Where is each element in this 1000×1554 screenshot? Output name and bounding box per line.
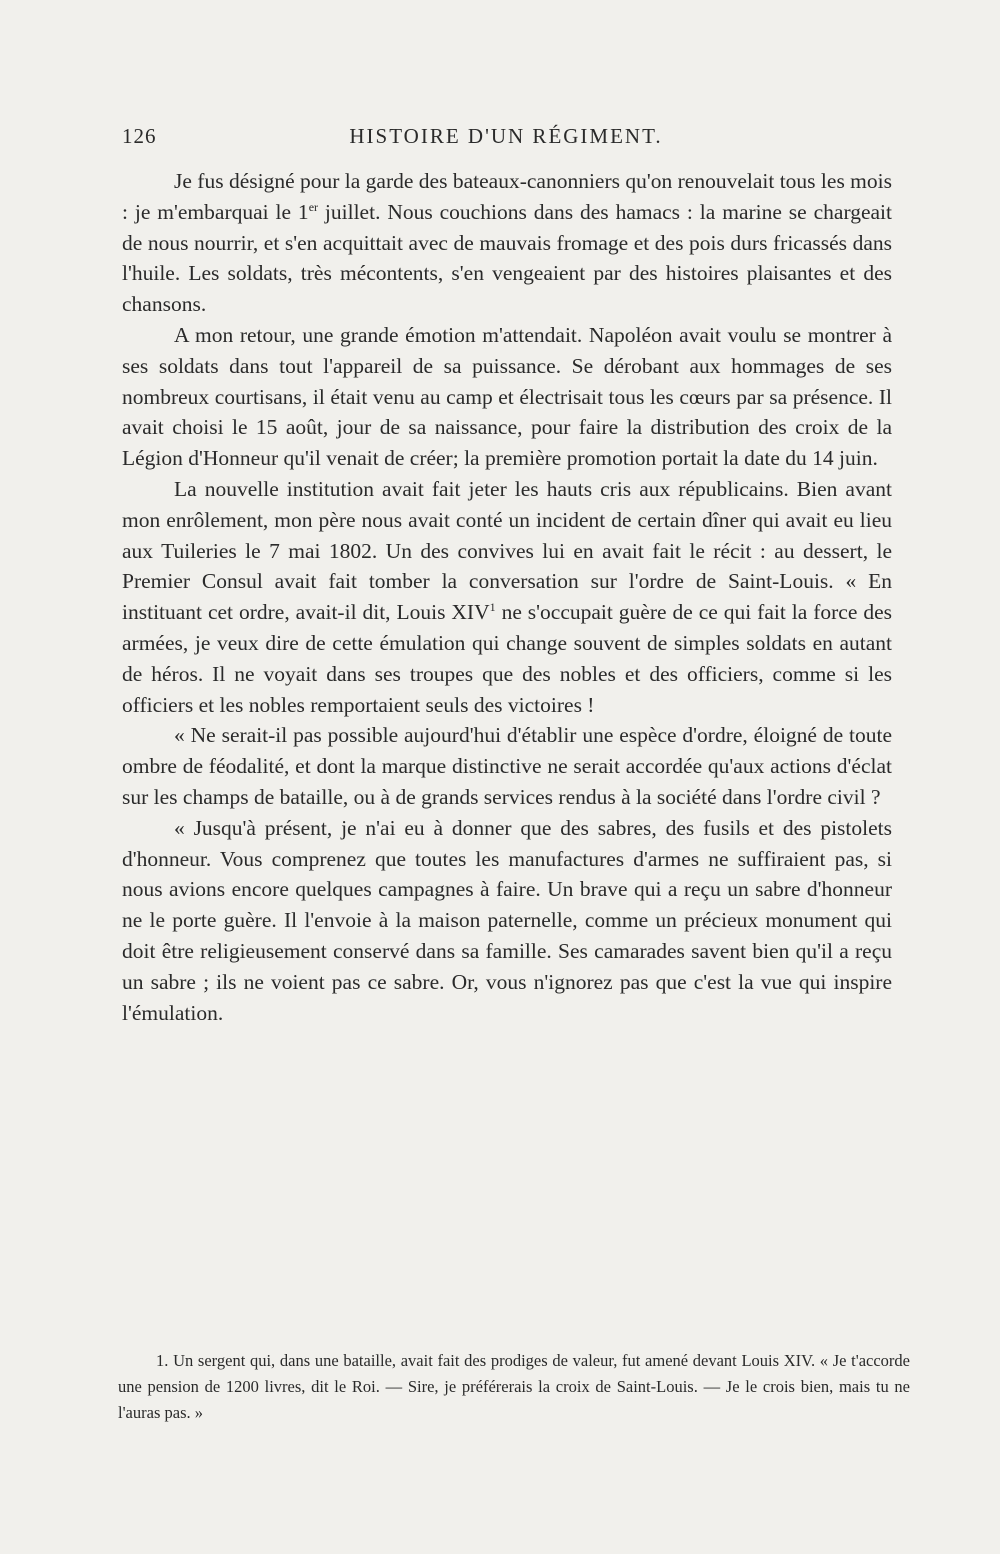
paragraph-text: juillet. Nous couchions dans des hamacs : la marine se chargeait de nous nourrir, et s'en acquittait avec de mauvais fromage et des pois durs fricassés dans l'huile. Les soldats, très mécontents, s'en vengeaient par des histoires plaisantes et des chansons. <box>122 199 893 317</box>
superscript: er <box>308 199 319 214</box>
body-text <box>122 166 892 1028</box>
running-head: HISTOIRE D'UN RÉGIMENT. <box>349 124 663 148</box>
paragraph <box>122 474 892 720</box>
page-number: 126 <box>122 124 157 148</box>
paragraph-text: Je fus désigné pour la garde des bateaux-canonniers qu'on renouvelait tous les mois : je m'embarquai le 1 <box>122 169 892 224</box>
paragraph <box>122 166 892 320</box>
paragraph-text: La nouvelle institution avait fait jeter les hauts cris aux républicains. Bien avant mon enrôlement, mon père nous avait conté un incident de certain dîner qui avait eu lieu aux Tuileries le 7 mai 1802. Un des convives lui en avait fait le récit : au dessert, le Premier Consul avait fait tomber la conversation sur l'ordre de Saint-Louis. « En instituant cet ordre, avait-il dit, Louis XIV <box>122 476 892 625</box>
page-header <box>122 124 890 158</box>
footnotes <box>118 1348 910 1426</box>
footnote: 1. Un sergent qui, dans une bataille, avait fait des prodiges de valeur, fut amené devant Louis XIV. « Je t'accorde une pension de 1200 livres, dit le Roi. — Sire, je préférerais la croix de Saint-Louis. — Je le crois bien, mais tu ne l'auras pas. » <box>118 1351 910 1422</box>
footnote-reference: 1 <box>489 600 496 614</box>
paragraph: « Jusqu'à présent, je n'ai eu à donner que des sabres, des fusils et des pistolets d'honneur. Vous comprenez que toutes les manufactures d'armes ne suffiraient pas, si nous avions encore quelques campagnes à faire. Un brave qui a reçu un sabre d'honneur ne le porte guère. Il l'envoie à la maison paternelle, comme un précieux monument qui doit être religieusement conservé dans sa famille. Ses camarades savent bien qu'il a reçu un sabre ; ils ne voient pas ce sabre. Or, vous n'ignorez pas que c'est la vue qui inspire l'émulation. <box>122 815 892 1025</box>
paragraph-text: ne s'occupait guère de ce qui fait la force des armées, je veux dire de cette émulation qui change souvent de simples soldats en autant de héros. Il ne voyait dans ses troupes que des nobles et des officiers, comme si les officiers et les nobles remportaient seuls des victoires ! <box>122 600 892 717</box>
paragraph: A mon retour, une grande émotion m'attendait. Napoléon avait voulu se montrer à ses soldats dans tout l'appareil de sa puissance. Se dérobant aux hommages de ses nombreux courtisans, il était venu au camp et électrisait tous les cœurs par sa présence. Il avait choisi le 15 août, jour de sa naissance, pour faire la distribution des croix de la Légion d'Honneur qu'il venait de créer; la première promotion portait la date du 14 juin. <box>122 322 892 471</box>
paragraph: « Ne serait-il pas possible aujourd'hui d'établir une espèce d'ordre, éloigné de toute ombre de féodalité, et dont la marque distinctive ne serait accordée qu'aux actions d'éclat sur les champs de bataille, ou à de grands services rendus à la société dans l'ordre civil ? <box>122 723 892 809</box>
